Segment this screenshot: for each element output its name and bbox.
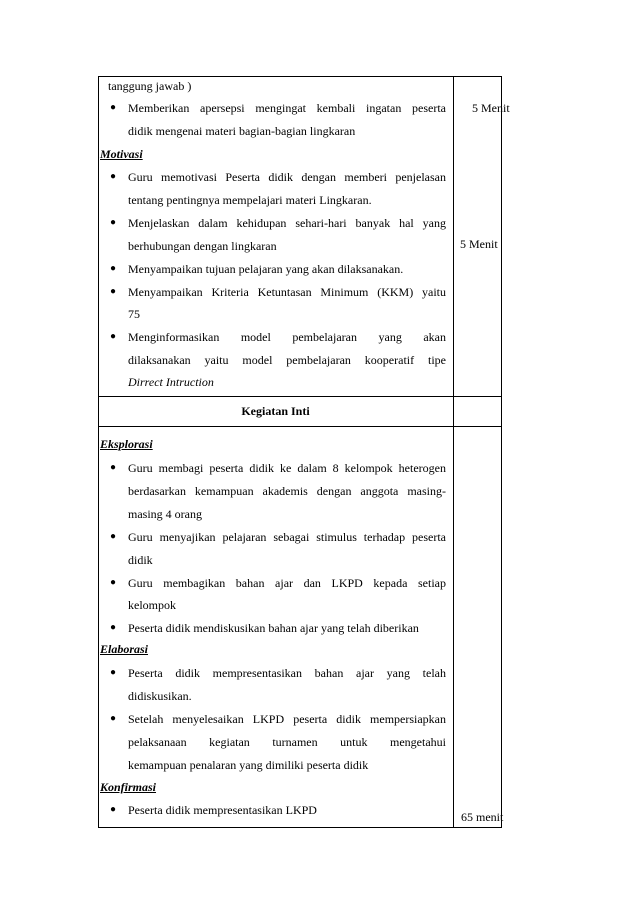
list-item-line: pelaksanaan kegiatan turnamen untuk mengetahui [128,735,446,749]
time-allocation: 65 menit [461,810,504,824]
section-title-kegiatan-inti: Kegiatan Inti [241,404,310,418]
bullet-dot-icon: ● [110,667,117,678]
list-item-line: kelompok [128,598,176,612]
bullet-dot-icon: ● [110,531,117,542]
time-allocation: 5 Menit [472,101,510,115]
list-item-line: Menjelaskan dalam kehidupan sehari-hari banyak hal yang [128,216,446,230]
continued-text: tanggung jawab ) [108,79,192,93]
bullet-dot-icon: ● [110,577,117,588]
bullet-dot-icon: ● [110,217,117,228]
list-item-line: berdasarkan kemampuan akademis dengan anggota masing- [128,484,446,498]
time-allocation: 5 Menit [460,237,498,251]
list-item-line: Setelah menyelesaikan LKPD peserta didik mempersiapkan [128,712,446,726]
list-item-line: berhubungan dengan lingkaran [128,239,277,253]
table-border-left [98,76,99,828]
model-name: Dirrect Intruction [128,375,214,389]
list-item-line: 75 [128,307,140,321]
section-heading-elaborasi: Elaborasi [100,642,149,656]
section-heading-eksplorasi: Eksplorasi [100,437,153,451]
table-border-top [98,76,502,77]
table-column-divider [453,76,454,828]
row-divider [98,396,502,397]
list-item-line: Guru menyajikan pelajaran sebagai stimulus terhadap peserta [128,530,446,544]
list-item-line: kemampuan penalaran yang dimiliki peserta didik [128,758,369,772]
section-heading-motivasi: Motivasi [100,147,143,161]
bullet-dot-icon: ● [110,331,117,342]
list-item-line: Peserta didik mempresentasikan bahan ajar yang telah [128,666,446,680]
list-item-line: didik [128,553,153,567]
row-divider [98,426,502,427]
bullet-dot-icon: ● [110,263,117,274]
bullet-dot-icon: ● [110,804,117,815]
list-item-line: Menyampaikan tujuan pelajaran yang akan dilaksanakan. [128,262,404,276]
bullet-dot-icon: ● [110,462,117,473]
table-border-right [501,76,502,828]
bullet-dot-icon: ● [110,713,117,724]
bullet-dot-icon: ● [110,286,117,297]
list-item-line: Peserta didik mendiskusikan bahan ajar yang telah diberikan [128,621,419,635]
list-item-line: Guru membagi peserta didik ke dalam 8 kelompok heterogen [128,461,446,475]
list-item-line: tentang pentingnya mempelajari materi Lingkaran. [128,193,372,207]
list-item-line: didiskusikan. [128,689,192,703]
list-item-line: masing 4 orang [128,507,202,521]
list-item-line: Menyampaikan Kriteria Ketuntasan Minimum (KKM) yaitu [128,285,446,299]
lesson-table [98,76,510,828]
list-item-line: Peserta didik mempresentasikan LKPD [128,803,317,817]
list-item-line: Guru memotivasi Peserta didik dengan memberi penjelasan [128,170,446,184]
table-border-bottom [98,827,502,828]
list-item-line: didik mengenai materi bagian-bagian lingkaran [128,124,356,138]
section-heading-konfirmasi: Konfirmasi [100,780,157,794]
bullet-dot-icon: ● [110,171,117,182]
bullet-dot-icon: ● [110,622,117,633]
bullet-dot-icon: ● [110,102,117,113]
list-item-line: dilaksanakan yaitu model pembelajaran kooperatif tipe [128,353,446,367]
list-item-line: Menginformasikan model pembelajaran yang akan [128,330,446,344]
list-item-line: Guru membagikan bahan ajar dan LKPD kepada setiap [128,576,446,590]
list-item-line: Memberikan apersepsi mengingat kembali ingatan peserta [128,101,446,115]
